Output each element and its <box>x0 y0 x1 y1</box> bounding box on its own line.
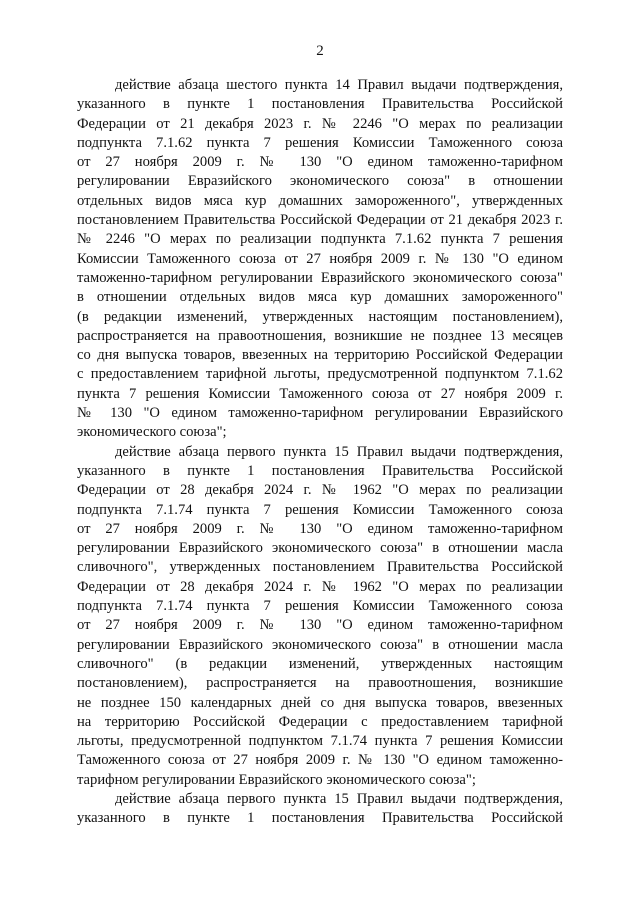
text-line: подпункта 7.1.74 пункта 7 решения Комиссии Таможенного союза <box>77 598 563 615</box>
text-line: регулировании Евразийского экономического союза" в отношении <box>77 173 563 190</box>
text-line: Федерации от 21 декабря 2023 г. № 2246 "О мерах по реализации <box>77 115 563 132</box>
paragraph <box>77 76 563 443</box>
text-line: отдельных видов мяса кур домашних замороженного", утвержденных <box>77 192 563 209</box>
paragraph <box>77 790 563 829</box>
text-line: на территорию Российской Федерации с предоставлением тарифной <box>77 713 563 730</box>
text-line: указанного в пункте 1 постановления Правительства Российской <box>77 810 563 827</box>
text-line: регулировании Евразийского экономического союза" в отношении масла <box>77 540 563 557</box>
text-line: экономического союза"; <box>77 424 227 441</box>
text-line: Комиссии Таможенного союза от 27 ноября 2009 г. № 130 "О едином <box>77 250 563 267</box>
paragraph <box>77 443 563 790</box>
text-line: действие абзаца первого пункта 15 Правил выдачи подтверждения, <box>115 790 563 807</box>
text-line: регулировании Евразийского экономического союза" в отношении масла <box>77 636 563 653</box>
text-line: в отношении отдельных видов мяса кур домашних замороженного" <box>77 289 563 306</box>
text-line: подпункта 7.1.74 пункта 7 решения Комиссии Таможенного союза <box>77 501 563 518</box>
text-line: указанного в пункте 1 постановления Правительства Российской <box>77 96 563 113</box>
text-line: Таможенного союза от 27 ноября 2009 г. № 130 "О едином таможенно- <box>77 752 563 769</box>
text-line: действие абзаца первого пункта 15 Правил выдачи подтверждения, <box>115 443 563 460</box>
text-line: от 27 ноября 2009 г. № 130 "О едином таможенно-тарифном <box>77 520 563 537</box>
text-line: не позднее 150 календарных дней со дня выпуска товаров, ввезенных <box>77 694 563 711</box>
text-line: № 2246 "О мерах по реализации подпункта 7.1.62 пункта 7 решения <box>77 231 563 248</box>
text-line: льготы, предусмотренной подпунктом 7.1.74 пункта 7 решения Комиссии <box>77 733 563 750</box>
page-number: 2 <box>316 43 324 59</box>
text-line: № 130 "О едином таможенно-тарифном регулировании Евразийского <box>77 405 563 422</box>
text-line: действие абзаца шестого пункта 14 Правил выдачи подтверждения, <box>115 77 563 93</box>
text-line: от 27 ноября 2009 г. № 130 "О едином таможенно-тарифном <box>77 617 563 634</box>
text-line: подпункта 7.1.62 пункта 7 решения Комиссии Таможенного союза <box>77 134 563 151</box>
text-line: тарифном регулировании Евразийского экономического союза"; <box>77 771 476 788</box>
text-line: постановлением Правительства Российской Федерации от 21 декабря 2023 г. <box>77 212 563 229</box>
text-line: от 27 ноября 2009 г. № 130 "О едином таможенно-тарифном <box>77 154 563 171</box>
text-line: распространяется на правоотношения, возникшие не позднее 13 месяцев <box>77 327 563 344</box>
text-line: сливочного" (в редакции изменений, утвержденных настоящим <box>77 655 563 672</box>
text-line: Федерации от 28 декабря 2024 г. № 1962 "О мерах по реализации <box>77 578 563 595</box>
text-line: (в редакции изменений, утвержденных настоящим постановлением), <box>77 308 563 325</box>
text-line: пункта 7 решения Комиссии Таможенного союза от 27 ноября 2009 г. <box>77 385 563 402</box>
text-line: Федерации от 28 декабря 2024 г. № 1962 "О мерах по реализации <box>77 482 563 499</box>
text-line: указанного в пункте 1 постановления Правительства Российской <box>77 462 563 479</box>
text-line: со дня выпуска товаров, ввезенных на территорию Российской Федерации <box>77 347 563 364</box>
document-body <box>77 76 563 829</box>
text-line: с предоставлением тарифной льготы, предусмотренной подпунктом 7.1.62 <box>77 366 563 383</box>
text-line: сливочного", утвержденных постановлением Правительства Российской <box>77 559 563 576</box>
text-line: постановлением), распространяется на правоотношения, возникшие <box>77 675 563 692</box>
text-line: таможенно-тарифном регулировании Евразийского экономического союза" <box>77 269 563 286</box>
